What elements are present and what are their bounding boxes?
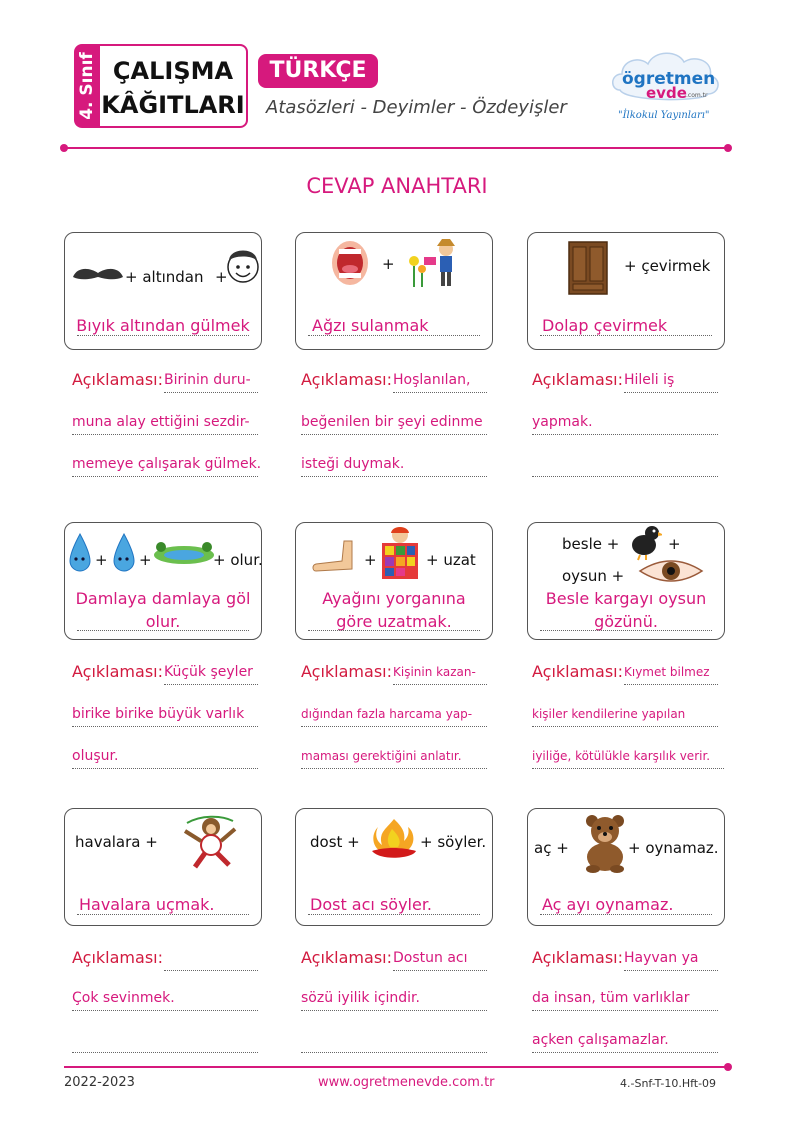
explanation-3-line-1: Hileli iş — [624, 370, 718, 393]
explanation-8-line-1: Dostun acı — [393, 948, 487, 971]
card-5-part-2: + uzat — [426, 551, 476, 569]
card-8-part-2: + söyler. — [420, 833, 487, 851]
idiom-card-8 — [295, 808, 493, 926]
bear-icon — [580, 813, 630, 873]
card-6-answer-line — [540, 630, 712, 631]
card-5-answer: Ayağını yorganına göre uzatmak. — [322, 589, 466, 631]
card-3-part-1: + çevirmek — [624, 257, 711, 275]
card-7-answer-line — [77, 914, 249, 915]
explanation-5-line-2: dığından fazla harcama yap- — [301, 704, 487, 727]
grade-label: 4. Sınıf — [77, 52, 97, 120]
idiom-card-4 — [64, 522, 262, 640]
explanation-2-line-3: isteği duymak. — [301, 454, 487, 477]
card-9-answer-line — [540, 914, 712, 915]
topic-subtitle: Atasözleri - Deyimler - Özdeyişler — [266, 97, 567, 118]
title-line-1: ÇALIŞMA — [112, 57, 234, 85]
page-heading: CEVAP ANAHTARI — [306, 174, 488, 198]
logo-tagline: "İlkokul Yayınları" — [618, 110, 710, 121]
card-4-part-3: + olur. — [213, 551, 263, 569]
lake-icon — [153, 539, 215, 565]
explanation-6-line-3: iyiliğe, kötülükle karşılık verir. — [532, 746, 724, 769]
card-6-answer: Besle kargayı oysun gözünü. — [545, 589, 707, 631]
explanation-7-label: Açıklaması: — [72, 948, 163, 967]
explanation-7-line-3 — [72, 1030, 258, 1053]
explanation-3-line-3 — [532, 454, 718, 477]
crow-icon — [626, 523, 662, 561]
svg-text:evde: evde — [646, 84, 687, 102]
card-4-answer-line — [77, 630, 249, 631]
explanation-2-line-2: beğenilen bir şeyi edinme — [301, 412, 487, 435]
card-5-part-1: + — [364, 551, 377, 569]
explanation-1-line-1: Birinin duru- — [164, 370, 258, 393]
card-9-answer: Aç ayı oynamaz. — [542, 895, 674, 914]
card-2-answer-line — [308, 335, 480, 336]
explanation-6 — [532, 662, 732, 763]
explanation-8-line-3 — [301, 1030, 487, 1053]
card-8-part-1: dost + — [310, 833, 360, 851]
card-4-part-2: + — [139, 551, 152, 569]
card-8-answer: Dost acı söyler. — [310, 895, 433, 914]
explanation-8 — [301, 948, 501, 1006]
logo-name-text: ögretmen — [622, 69, 716, 89]
explanation-5 — [301, 662, 501, 763]
card-9-part-1: aç + — [534, 839, 569, 857]
footer-website-link[interactable]: www.ogretmenevde.com.tr — [318, 1075, 495, 1090]
explanation-3-line-2: yapmak. — [532, 412, 718, 435]
grade-tab — [74, 44, 100, 128]
mustache-icon — [71, 263, 125, 285]
child-with-quilt-icon — [376, 525, 424, 583]
card-1-answer-line — [77, 335, 249, 336]
explanation-5-label: Açıklaması: — [301, 662, 392, 681]
card-1-part-1: + altından — [125, 268, 204, 286]
explanation-8-label: Açıklaması: — [301, 948, 392, 967]
explanation-6-label: Açıklaması: — [532, 662, 623, 681]
explanation-1-line-3: memeye çalışarak gülmek. — [72, 454, 258, 477]
card-4-part-1: + — [95, 551, 108, 569]
card-6-part-3: oysun + — [562, 567, 625, 585]
explanation-9-line-3: açken çalışamazlar. — [532, 1030, 718, 1053]
explanation-4-line-3: oluşur. — [72, 746, 258, 769]
svg-text:.com.tr: .com.tr — [686, 92, 708, 99]
explanation-9-line-1: Hayvan ya — [624, 948, 718, 971]
card-4-answer: Damlaya damlaya göl olur. — [75, 589, 251, 631]
explanation-1-line-2: muna alay ettiğini sezdir- — [72, 412, 258, 435]
eye-icon — [638, 557, 704, 585]
explanation-4 — [72, 662, 272, 764]
card-7-part-1: havalara + — [75, 833, 158, 851]
explanation-3-label: Açıklaması: — [532, 370, 623, 389]
explanation-5-line-1: Kişinin kazan- — [393, 662, 487, 685]
card-3-answer-line — [540, 335, 712, 336]
idiom-card-1 — [64, 232, 262, 350]
explanation-6-line-1: Kıymet bilmez — [624, 662, 718, 685]
card-2-part-1: + — [382, 255, 395, 273]
explanation-2 — [301, 370, 501, 472]
title-box — [100, 44, 248, 128]
title-line-2: KÂĞITLARI — [101, 91, 245, 119]
open-mouth-icon — [330, 239, 370, 287]
boy-watering-flowers-icon — [400, 235, 464, 291]
hot-pepper-fire-icon — [368, 817, 420, 861]
explanation-5-line-3: maması gerektiğini anlatır. — [301, 746, 487, 769]
explanation-7-line-1 — [164, 948, 258, 971]
card-7-answer: Havalara uçmak. — [79, 895, 215, 914]
subject-badge: TÜRKÇE — [258, 54, 378, 88]
explanation-4-label: Açıklaması: — [72, 662, 163, 681]
explanation-1 — [72, 370, 272, 472]
card-5-answer-line — [308, 630, 480, 631]
idiom-card-6 — [527, 522, 725, 640]
card-6-part-1: besle + — [562, 535, 620, 553]
foot-icon — [310, 539, 360, 575]
explanation-2-label: Açıklaması: — [301, 370, 392, 389]
water-drop-icon — [113, 533, 135, 573]
footer-sheet-code: 4.-Snf-T-10.Hft-09 — [620, 1077, 717, 1090]
explanation-3 — [532, 370, 732, 430]
explanation-9-line-2: da insan, tüm varlıklar — [532, 988, 718, 1011]
explanation-8-line-2: sözü iyilik içindir. — [301, 988, 487, 1011]
footer-year: 2022-2023 — [64, 1075, 135, 1090]
explanation-7-line-2: Çok sevinmek. — [72, 988, 258, 1011]
idiom-card-9 — [527, 808, 725, 926]
card-8-answer-line — [308, 914, 480, 915]
idiom-card-2 — [295, 232, 493, 350]
idiom-card-5 — [295, 522, 493, 640]
explanation-9 — [532, 948, 732, 1048]
explanation-6-line-2: kişiler kendilerine yapılan — [532, 704, 718, 727]
water-drop-icon — [69, 533, 91, 573]
jumping-monkey-icon — [181, 813, 239, 871]
explanation-7 — [72, 948, 272, 1006]
explanation-4-line-2: birike birike büyük varlık — [72, 704, 258, 727]
header-divider — [64, 147, 728, 149]
footer-divider — [64, 1066, 728, 1068]
card-3-answer: Dolap çevirmek — [542, 316, 668, 335]
explanation-2-line-1: Hoşlanılan, — [393, 370, 487, 393]
card-1-part-2: + — [215, 268, 228, 286]
wardrobe-icon — [568, 241, 608, 297]
card-9-part-2: + oynamaz. — [628, 839, 719, 857]
explanation-9-label: Açıklaması: — [532, 948, 623, 967]
idiom-card-7 — [64, 808, 262, 926]
smiling-boy-face-icon — [225, 243, 261, 287]
idiom-card-3 — [527, 232, 725, 350]
publisher-logo — [606, 46, 724, 130]
explanation-4-line-1: Küçük şeyler — [164, 662, 258, 685]
card-6-part-2: + — [668, 535, 681, 553]
explanation-1-label: Açıklaması: — [72, 370, 163, 389]
card-1-answer: Bıyık altından gülmek — [76, 316, 250, 335]
card-2-answer: Ağzı sulanmak — [312, 316, 429, 335]
